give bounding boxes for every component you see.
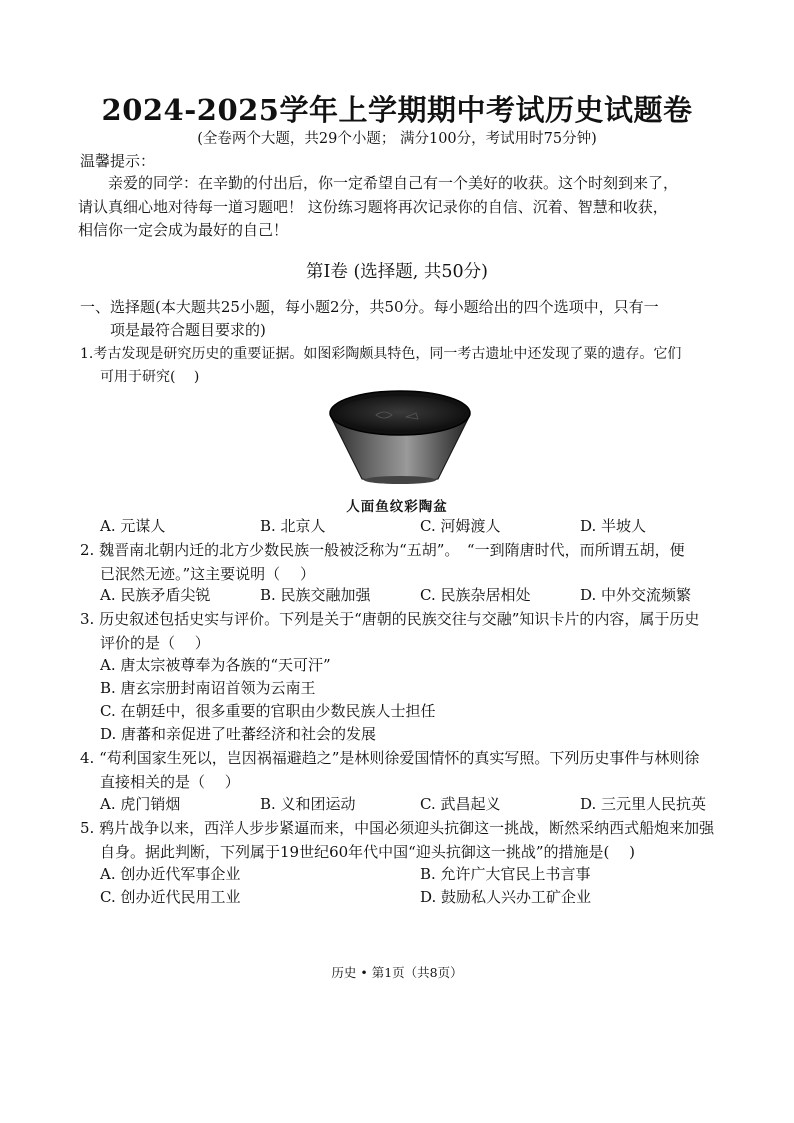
painted-pottery-bowl-image <box>326 387 474 487</box>
question-4-option-c[interactable]: C. 武昌起义 <box>420 795 501 813</box>
page-footer: 历史 • 第1页（共8页） <box>331 965 463 980</box>
exam-title: 2024-2025学年上学期期中考试历史试题卷 <box>101 93 693 127</box>
section-line-1: 一、选择题(本大题共25小题，每小题2分，共50分。每小题给出的四个选项中，只有一 <box>80 298 659 316</box>
question-5-line-2: 自身。据此判断，下列属于19世纪60年代中国“迎头抗御这一挑战”的措施是( ) <box>100 843 635 861</box>
question-1-option-a[interactable]: A. 元谋人 <box>100 517 166 535</box>
intro-line-3: 相信你一定会成为最好的自己！ <box>78 221 289 239</box>
question-2-line-2: 已泯然无迹。”这主要说明（ ） <box>100 565 315 583</box>
question-3-stem <box>80 607 720 655</box>
question-4-stem <box>80 746 720 794</box>
question-1-stem <box>80 343 720 389</box>
question-3-option-d[interactable]: D. 唐蕃和亲促进了吐蕃经济和社会的发展 <box>100 725 377 743</box>
section-line-2: 项是最符合题目要求的) <box>110 321 266 339</box>
question-5-stem <box>80 816 720 864</box>
exam-subtitle: (全卷两个大题，共29个小题； 满分100分，考试用时75分钟) <box>197 131 597 147</box>
question-2-line-1: 2. 魏晋南北朝内迁的北方少数民族一般被泛称为“五胡”。 “一到隋唐时代，而所谓五胡，便 <box>80 541 685 559</box>
question-3-line-2: 评价的是（ ） <box>100 634 210 652</box>
question-4-options <box>100 793 730 817</box>
question-1-line-2: 可用于研究( ) <box>100 369 200 385</box>
question-5-option-a[interactable]: A. 创办近代军事企业 <box>100 865 241 883</box>
question-5-option-d[interactable]: D. 鼓励私人兴办工矿企业 <box>420 888 592 906</box>
tip-label: 温馨提示： <box>80 152 156 170</box>
question-1-option-b[interactable]: B. 北京人 <box>260 517 326 535</box>
bowl-illustration <box>326 387 474 487</box>
question-1-options <box>100 515 730 539</box>
question-5-option-b[interactable]: B. 允许广大官民上书言事 <box>420 865 591 883</box>
question-4-line-2: 直接相关的是（ ） <box>100 773 240 791</box>
question-3-option-a[interactable]: A. 唐太宗被尊奉为各族的“天可汗” <box>100 656 331 674</box>
question-2-option-b[interactable]: B. 民族交融加强 <box>260 586 371 604</box>
question-5-options-row-2 <box>100 886 730 910</box>
part-title: 第Ⅰ卷 (选择题, 共50分) <box>305 262 489 282</box>
section-heading <box>80 296 720 342</box>
question-2-option-c[interactable]: C. 民族杂居相处 <box>420 586 531 604</box>
question-1-option-d[interactable]: D. 半坡人 <box>580 517 647 535</box>
intro-line-1: 亲爱的同学：在辛勤的付出后，你一定希望自己有一个美好的收获。这个时刻到来了， <box>108 174 679 192</box>
question-4-line-1: 4. “苟利国家生死以，岂因祸福避趋之”是林则徐爱国情怀的真实写照。下列历史事件与林则徐 <box>80 749 700 767</box>
question-3-option-b[interactable]: B. 唐玄宗册封南诏首领为云南王 <box>100 679 316 697</box>
question-4-option-b[interactable]: B. 义和团运动 <box>260 795 356 813</box>
question-2-stem <box>80 538 720 586</box>
question-1-option-c[interactable]: C. 河姆渡人 <box>420 517 501 535</box>
question-5-options-row-1 <box>100 863 730 887</box>
question-3-line-1: 3. 历史叙述包括史实与评价。下列是关于“唐朝的民族交往与交融”知识卡片的内容，属于历史 <box>80 610 700 628</box>
question-5-option-c[interactable]: C. 创办近代民用工业 <box>100 888 241 906</box>
question-1-line-1: 1.考古发现是研究历史的重要证据。如图彩陶颇具特色，同一考古遗址中还发现了粟的遗存。它们 <box>80 346 682 362</box>
question-5-line-1: 5. 鸦片战争以来，西洋人步步紧逼而来，中国必须迎头抗御这一挑战，断然采纳西式船炮来加强 <box>80 819 715 837</box>
question-4-option-d[interactable]: D. 三元里人民抗英 <box>580 795 707 813</box>
question-2-options <box>100 584 730 608</box>
question-2-option-a[interactable]: A. 民族矛盾尖锐 <box>100 586 211 604</box>
question-3-option-c[interactable]: C. 在朝廷中，很多重要的官职由少数民族人士担任 <box>100 702 436 720</box>
question-4-option-a[interactable]: A. 虎门销烟 <box>100 795 181 813</box>
image-caption: 人面鱼纹彩陶盆 <box>346 499 448 515</box>
question-2-option-d[interactable]: D. 中外交流频繁 <box>580 586 692 604</box>
intro-paragraph <box>78 172 718 243</box>
intro-line-2: 请认真细心地对待每一道习题吧！ 这份练习题将再次记录你的自信、沉着、智慧和收获， <box>78 197 668 216</box>
